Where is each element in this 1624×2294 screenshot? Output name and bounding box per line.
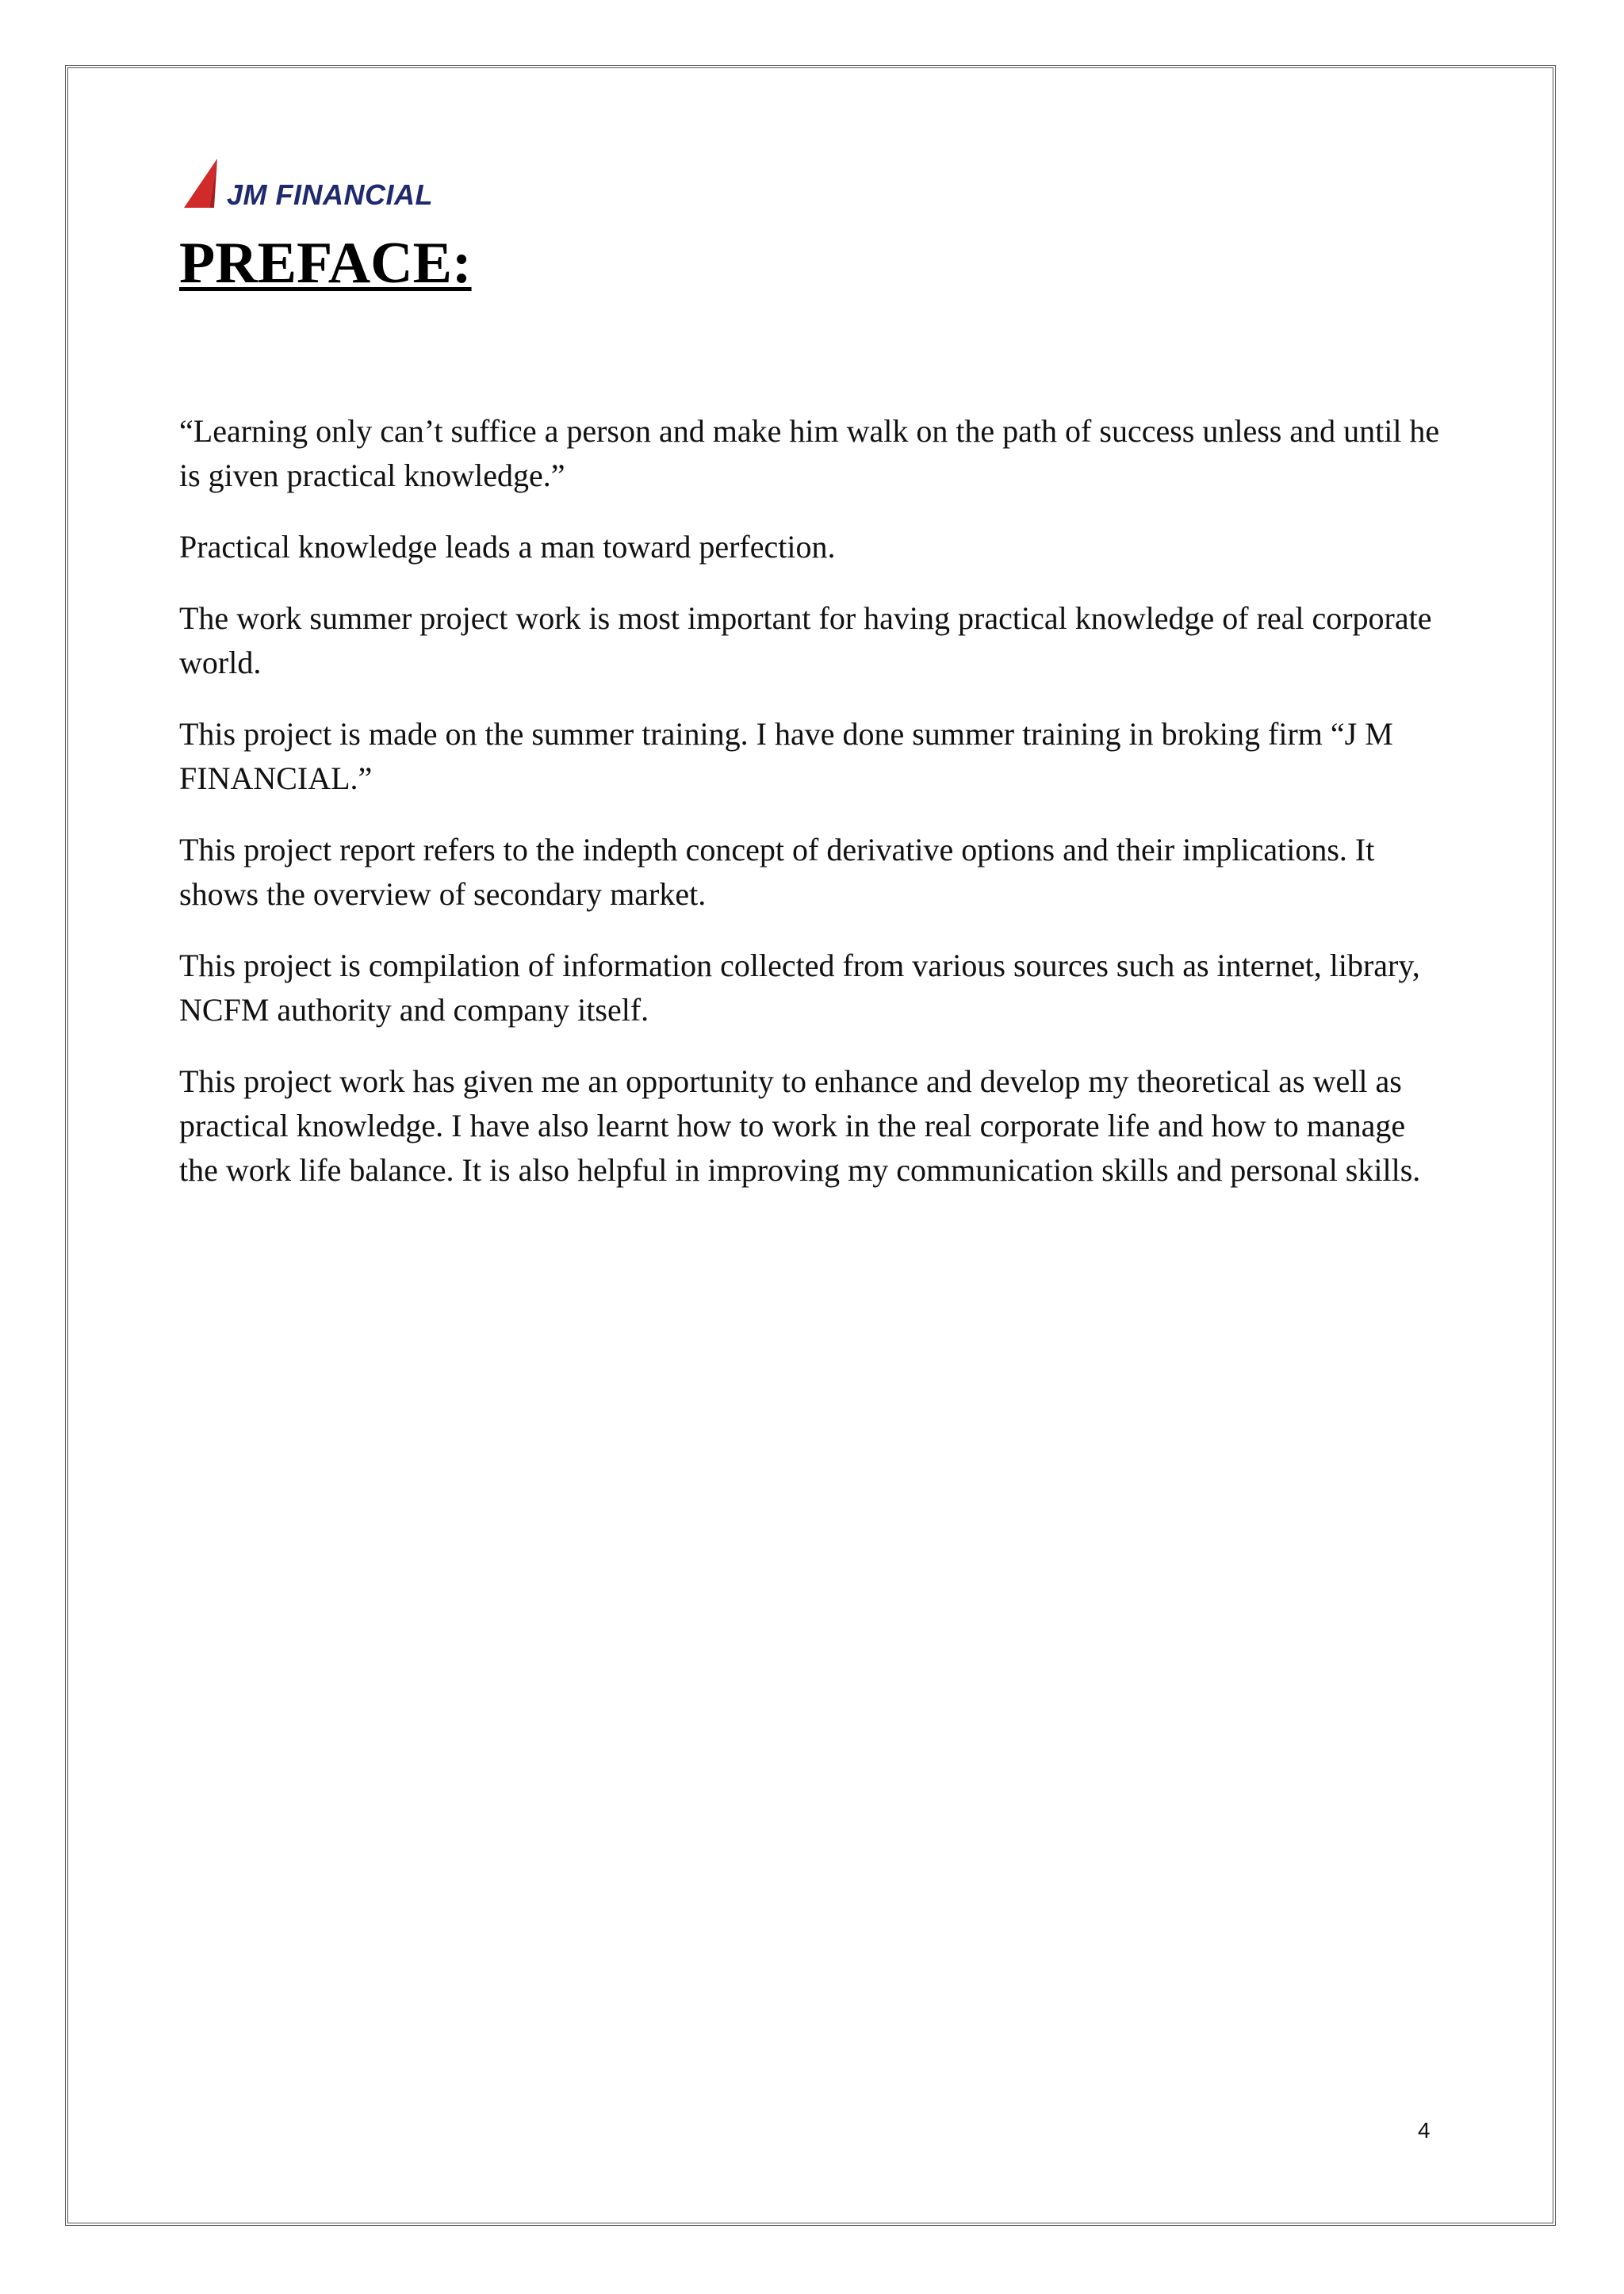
company-logo [182, 157, 433, 213]
paragraph: This project report refers to the indepth concept of derivative options and their implications. It shows the overview of secondary market. [179, 832, 1375, 912]
red-sail-icon [182, 159, 222, 213]
paragraph: This project is made on the summer training. I have done summer training in broking firm “J M FINANCIAL.” [179, 716, 1393, 796]
paragraph: Practical knowledge leads a man toward perfection. [179, 529, 836, 565]
logo-text: JM FINANCIAL [227, 178, 433, 211]
preface-body [179, 409, 1448, 1220]
paragraph-quote: “Learning only can’t suffice a person and make him walk on the path of success unless and until he is given practical knowledge.” [179, 413, 1440, 493]
paragraph: This project is compilation of information collected from various sources such as internet, library, NCFM authority and company itself. [179, 948, 1420, 1028]
paragraph: This project work has given me an opportunity to enhance and develop my theoretical as well as practical knowledge. I have also learnt how to work in the real corporate life and how to manage the work life balance. It is also helpful in improving my communication skills and personal skills. [179, 1063, 1421, 1188]
page-number: 4 [1418, 2118, 1431, 2143]
paragraph: The work summer project work is most important for having practical knowledge of real corporate world. [179, 600, 1432, 680]
page-title: PREFACE: [179, 231, 472, 296]
